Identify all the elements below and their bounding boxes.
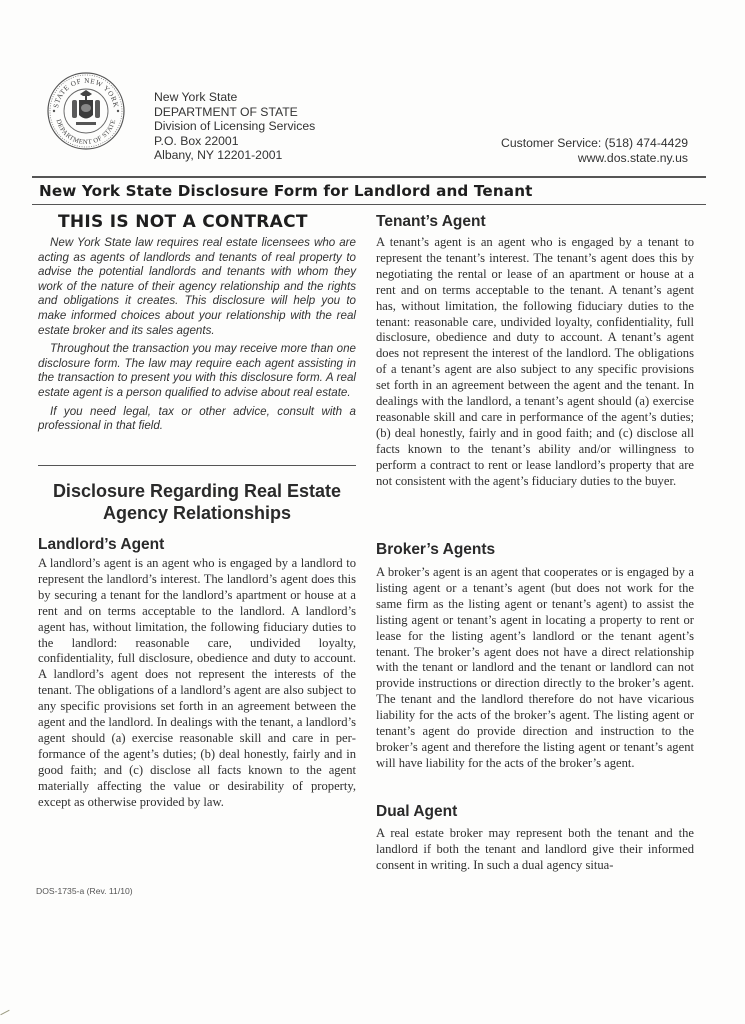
section-title-line: Disclosure Regarding Real Estate <box>52 481 342 501</box>
header-rule-bottom <box>32 204 706 205</box>
dual-agent-text <box>376 826 694 874</box>
form-title: New York State Disclosure Form for Landlord and Tenant <box>39 182 533 200</box>
tenants-agent-text <box>376 235 694 490</box>
landlords-agent-heading: Landlord’s Agent <box>38 536 165 553</box>
intro-text <box>38 236 356 438</box>
brokers-agents-paragraph: A broker’s agent is an agent that cooperates or is engaged by a listing agent or a tenant’s agent (but does not work for the same firm as the listing agent or tenant’s agent) to assist the listing agent or tenant’s agent in locating a property to rent or lease for the listing agent’s landlord or the tenant agent’s tenant. The broker’s agent does not have a direct relationship with the tenant or landlord and the tenant or landlord can not provide instructions or direction directly to the broker’s agent. The tenant and the landlord therefore do not have vicarious liability for the acts of the broker’s agent. The listing agent or tenant’s agent do provide direction and instruction to the broker’s agent and therefore the listing agent or tenant’s agent will have liability for the acts of the broker’s agent. <box>376 565 694 770</box>
brokers-agents-heading: Broker’s Agents <box>376 541 496 558</box>
address-line: DEPARTMENT OF STATE <box>154 104 298 119</box>
landlords-agent-text <box>38 556 356 811</box>
address-line: P.O. Box 22001 <box>154 133 239 148</box>
svg-text:STATE OF NEW YORK: STATE OF NEW YORK <box>52 76 120 109</box>
landlords-agent-paragraph: A landlord’s agent is an agent who is engaged by a landlord to represent the landlord’s interest. The landlord’s agent does this by securing a tenant for the landlord’s apartment or house at a rent and on terms acceptable to the landlord. A landlord’s agent has, without limitation, the following fiduciary duties to the landlord: reasonable care, undivided loyalty, confidentiality, full disclosure, obedience and duty to account. A landlord’s agent does not represent the interests of the tenant. The obligations of a landlord’s agent are also subject to any specific provisions set forth in an agreement between the agent and the landlord. In dealings with the tenant, a landlord’s agent should (a) exercise reasonable skill and care in performance of the agent’s duties; (b) deal honestly, fairly and in good faith; and (c) disclose all facts known to the agent materially affecting the value or desirability of property, except as otherwise provided by law. <box>38 556 356 809</box>
svg-text:DEPARTMENT OF STATE: DEPARTMENT OF STATE <box>54 118 118 147</box>
dual-agent-paragraph: A real estate broker may represent both the tenant and the landlord if both the tenant and landlord give their informed consent in writing. In such a dual agency situa- <box>376 826 694 872</box>
section-title <box>38 480 356 524</box>
intro-paragraph: New York State law requires real estate licensees who are acting as agents of landlords and tenants of real property to advise the potential landlords and tenants with whom they work of the nature of their agency relationship and the rights and obligations it creates. This disclosure will help you to make informed choices about your relationship with the real estate broker and its sales agents. <box>38 236 356 337</box>
intro-divider <box>38 465 356 466</box>
contact-info <box>501 136 688 166</box>
nys-seal-icon <box>46 70 126 152</box>
address-line: New York State <box>154 90 238 104</box>
website-url: www.dos.state.ny.us <box>577 151 688 165</box>
address-line: Albany, NY 12201-2001 <box>154 148 283 163</box>
department-address <box>154 90 315 163</box>
not-a-contract-heading: THIS IS NOT A CONTRACT <box>58 212 308 232</box>
address-line: Division of Licensing Services <box>154 119 316 134</box>
dual-agent-heading: Dual Agent <box>376 803 458 820</box>
brokers-agents-text <box>376 565 694 772</box>
page-corner-mark <box>0 1010 9 1016</box>
intro-paragraph: If you need legal, tax or other advice, consult with a professional in that field. <box>38 404 356 433</box>
intro-paragraph: Throughout the transaction you may receive more than one disclosure form. The law may require each agent assisting in the transaction to present you with this disclosure form. A real estate agent is a person qualified to advise about real estate. <box>38 342 356 399</box>
tenants-agent-paragraph: A tenant’s agent is an agent who is engaged by a tenant to represent the tenant’s interest. The tenant’s agent does this by negotiating the rental or lease of an apartment or house at a rent and on terms acceptable to the tenant. A tenant’s agent has, without limitation, the following fiduciary duties to the tenant: reasonable care, undivided loyalty, confidentiality, full disclosure, obedience and duty to account. A tenant’s agent does not represent the interest of the landlord. The obligations of a tenant’s agent are also subject to any specific provisions set forth in an agreement between the agent and the tenant. In dealings with the landlord, a tenant’s agent should (a) exercise reasonable skill and care in performance of the agent’s duties; (b) deal honestly, fairly and in good faith; and (c) disclose all facts known to the tenant’s ability and/or willingness to perform a contract to rent or lease landlord’s property that are not consistent with the agent’s fiduciary duties to the buyer. <box>376 235 694 488</box>
header-rule-top <box>32 176 706 178</box>
tenants-agent-heading: Tenant’s Agent <box>376 213 486 230</box>
section-title-line: Agency Relationships <box>102 503 292 523</box>
form-code: DOS-1735-a (Rev. 11/10) <box>36 886 133 896</box>
customer-service-phone: Customer Service: (518) 474-4429 <box>501 136 688 150</box>
